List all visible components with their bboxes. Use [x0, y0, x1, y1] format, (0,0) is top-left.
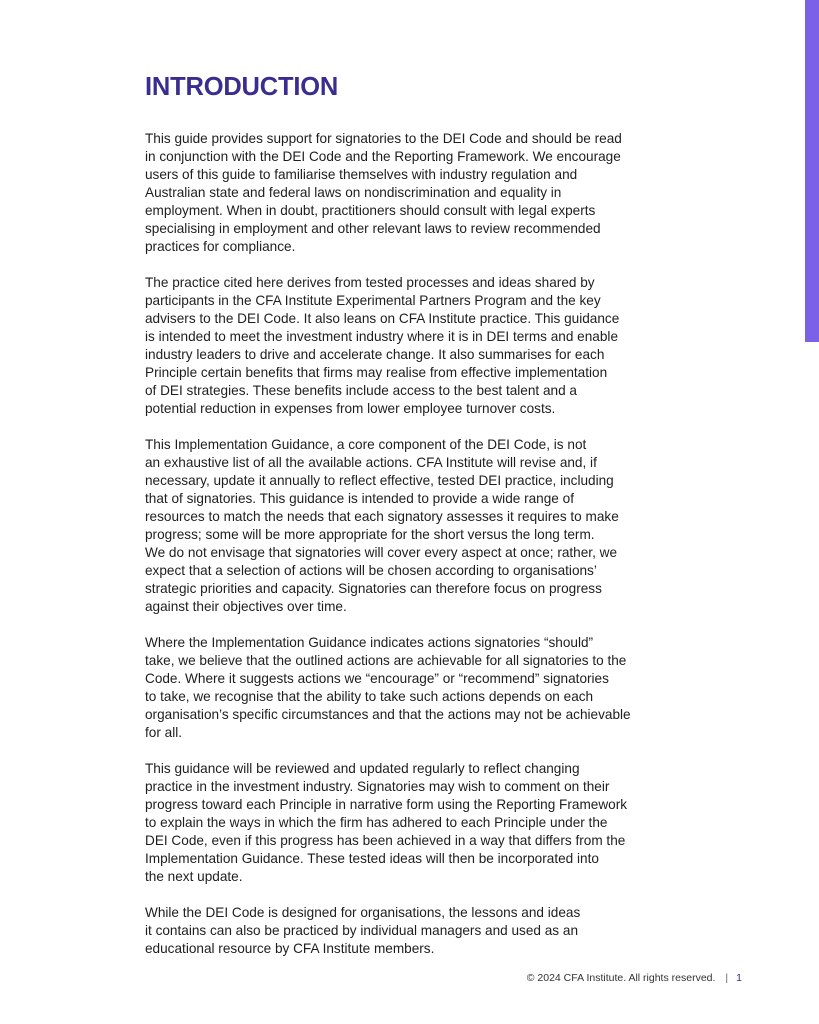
text-line: The practice cited here derives from tested processes and ideas shared by	[145, 275, 595, 290]
text-line: DEI Code, even if this progress has been achieved in a way that differs from the	[145, 833, 626, 848]
text-line: Code. Where it suggests actions we “encourage” or “recommend” signatories	[145, 671, 609, 686]
text-line: advisers to the DEI Code. It also leans on CFA Institute practice. This guidance	[145, 311, 620, 326]
text-line: is intended to meet the investment industry where it is in DEI terms and enable	[145, 329, 619, 344]
page-content	[145, 70, 681, 976]
text-line: expect that a selection of actions will be chosen according to organisations’	[145, 563, 597, 578]
text-line: it contains can also be practiced by individual managers and used as an	[145, 923, 579, 938]
text-line: of DEI strategies. These benefits include access to the best talent and a	[145, 383, 577, 398]
text-line: the next update.	[145, 869, 243, 884]
text-line: an exhaustive list of all the available actions. CFA Institute will revise and, if	[145, 455, 597, 470]
text-line: While the DEI Code is designed for organisations, the lessons and ideas	[145, 905, 581, 920]
body-paragraph	[145, 274, 681, 418]
text-line: practices for compliance.	[145, 239, 296, 254]
text-line: resources to match the needs that each signatory assesses it requires to make	[145, 509, 619, 524]
text-line: users of this guide to familiarise themselves with industry regulation and	[145, 167, 578, 182]
text-line: in conjunction with the DEI Code and the Reporting Framework. We encourage	[145, 149, 621, 164]
text-line: We do not envisage that signatories will cover every aspect at once; rather, we	[145, 545, 618, 560]
text-line: participants in the CFA Institute Experimental Partners Program and the key	[145, 293, 601, 308]
text-line: Australian state and federal laws on nondiscrimination and equality in	[145, 185, 562, 200]
text-line: specialising in employment and other relevant laws to review recommended	[145, 221, 601, 236]
body-paragraph	[145, 436, 681, 616]
body-paragraph	[145, 904, 681, 958]
text-line: that of signatories. This guidance is intended to provide a wide range of	[145, 491, 574, 506]
text-line: take, we believe that the outlined actions are achievable for all signatories to the	[145, 653, 627, 668]
text-line: This guide provides support for signatories to the DEI Code and should be read	[145, 131, 622, 146]
footer-separator: |	[725, 972, 729, 984]
accent-side-bar	[805, 0, 819, 342]
text-line: potential reduction in expenses from lower employee turnover costs.	[145, 401, 556, 416]
body-paragraph	[145, 130, 681, 256]
body-text	[145, 130, 681, 958]
text-line: This guidance will be reviewed and updated regularly to reflect changing	[145, 761, 580, 776]
text-line: Where the Implementation Guidance indicates actions signatories “should”	[145, 635, 594, 650]
text-line: progress toward each Principle in narrative form using the Reporting Framework	[145, 797, 628, 812]
body-paragraph	[145, 760, 681, 886]
page-title: INTRODUCTION	[145, 73, 339, 101]
text-line: for all.	[145, 725, 183, 740]
text-line: against their objectives over time.	[145, 599, 347, 614]
text-line: to explain the ways in which the firm has adhered to each Principle under the	[145, 815, 608, 830]
text-line: necessary, update it annually to reflect effective, tested DEI practice, including	[145, 473, 614, 488]
text-line: strategic priorities and capacity. Signatories can therefore focus on progress	[145, 581, 602, 596]
text-line: industry leaders to drive and accelerate change. It also summarises for each	[145, 347, 605, 362]
text-line: This Implementation Guidance, a core component of the DEI Code, is not	[145, 437, 587, 452]
page-number: 1	[736, 972, 742, 984]
text-line: Implementation Guidance. These tested ideas will then be incorporated into	[145, 851, 599, 866]
text-line: Principle certain benefits that firms may realise from effective implementation	[145, 365, 608, 380]
copyright-text: © 2024 CFA Institute. All rights reserved.	[526, 972, 716, 984]
text-line: employment. When in doubt, practitioners should consult with legal experts	[145, 203, 596, 218]
text-line: practice in the investment industry. Signatories may wish to comment on their	[145, 779, 610, 794]
text-line: educational resource by CFA Institute members.	[145, 941, 435, 956]
body-paragraph	[145, 634, 681, 742]
text-line: progress; some will be more appropriate for the short versus the long term.	[145, 527, 595, 542]
text-line: organisation’s specific circumstances and that the actions may not be achievable	[145, 707, 631, 722]
text-line: to take, we recognise that the ability to take such actions depends on each	[145, 689, 594, 704]
page-footer	[527, 972, 742, 984]
